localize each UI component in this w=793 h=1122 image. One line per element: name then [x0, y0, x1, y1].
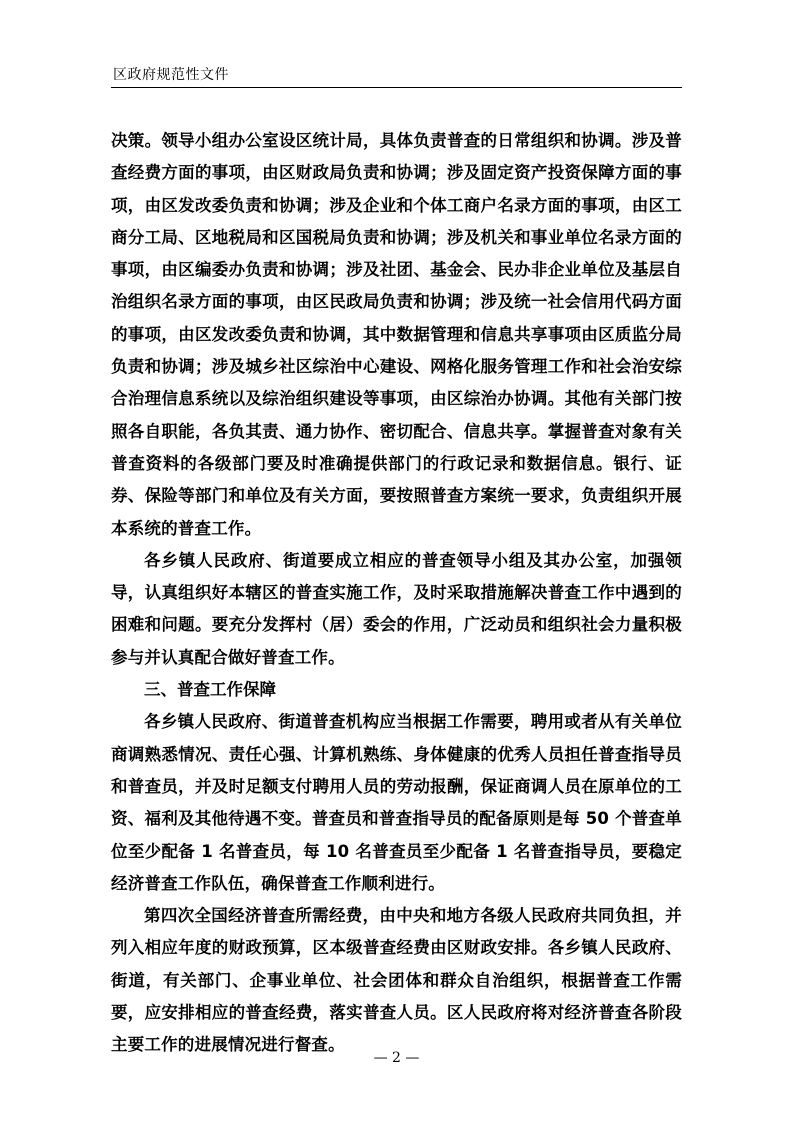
- document-body: [111, 125, 682, 1062]
- page-number: — 2 —: [373, 1050, 420, 1066]
- paragraph-staffing: 各乡镇人民政府、街道普查机构应当根据工作需要，聘用或者从有关单位商调熟悉情况、责任心强、计算机熟练、身体健康的优秀人员担任普查指导员和普查员，并及时足额支付聘用人员的劳动报酬，保证商调人员在原单位的工资、福利及其他待遇不变。普查员和普查指导员的配备原则是每 50 个普查单位至少配备 1 名普查员，每 10 名普查员至少配备 1 名普查指导员，要稳定经济普查工作队伍，确保普查工作顺利进行。: [111, 712, 682, 893]
- header-divider: [111, 87, 682, 88]
- paragraph-township-organization: 各乡镇人民政府、街道要成立相应的普查领导小组及其办公室，加强领导，认真组织好本辖区的普查实施工作，及时采取措施解决普查工作中遇到的困难和问题。要充分发挥村（居）委会的作用，广泛动员和组织社会力量积极参与并认真配合做好普查工作。: [111, 550, 682, 667]
- section-heading-work-guarantee: 三、普查工作保障: [144, 680, 276, 700]
- paragraph-funding: 第四次全国经济普查所需经费，由中央和地方各级人民政府共同负担，并列入相应年度的财政预算，区本级普查经费由区财政安排。各乡镇人民政府、街道，有关部门、企事业单位、社会团体和群众自治组织，根据普查工作需要，应安排相应的普查经费，落实普查人员。区人民政府将对经济普查各阶段主要工作的进展情况进行督查。: [111, 906, 682, 1055]
- document-header-title: 区政府规范性文件: [113, 67, 229, 83]
- paragraph-continued: 决策。领导小组办公室设区统计局，具体负责普查的日常组织和协调。涉及普查经费方面的事项，由区财政局负责和协调；涉及固定资产投资保障方面的事项，由区发改委负责和协调；涉及企业和个体工商户名录方面的事项，由区工商分工局、区地税局和区国税局负责和协调；涉及机关和事业单位名录方面的事项，由区编委办负责和协调；涉及社团、基金会、民办非企业单位及基层自治组织名录方面的事项，由区民政局负责和协调；涉及统一社会信用代码方面的事项，由区发改委负责和协调，其中数据管理和信息共享事项由区质监分局负责和协调；涉及城乡社区综治中心建设、网格化服务管理工作和社会治安综合治理信息系统以及综治组织建设等事项，由区综治办协调。其他有关部门按照各自职能，各负其责、通力协作、密切配合、信息共享。掌握普查对象有关普查资料的各级部门要及时准确提供部门的行政记录和数据信息。银行、证券、保险等部门和单位及有关方面，要按照普查方案统一要求，负责组织开展本系统的普查工作。: [111, 131, 682, 538]
